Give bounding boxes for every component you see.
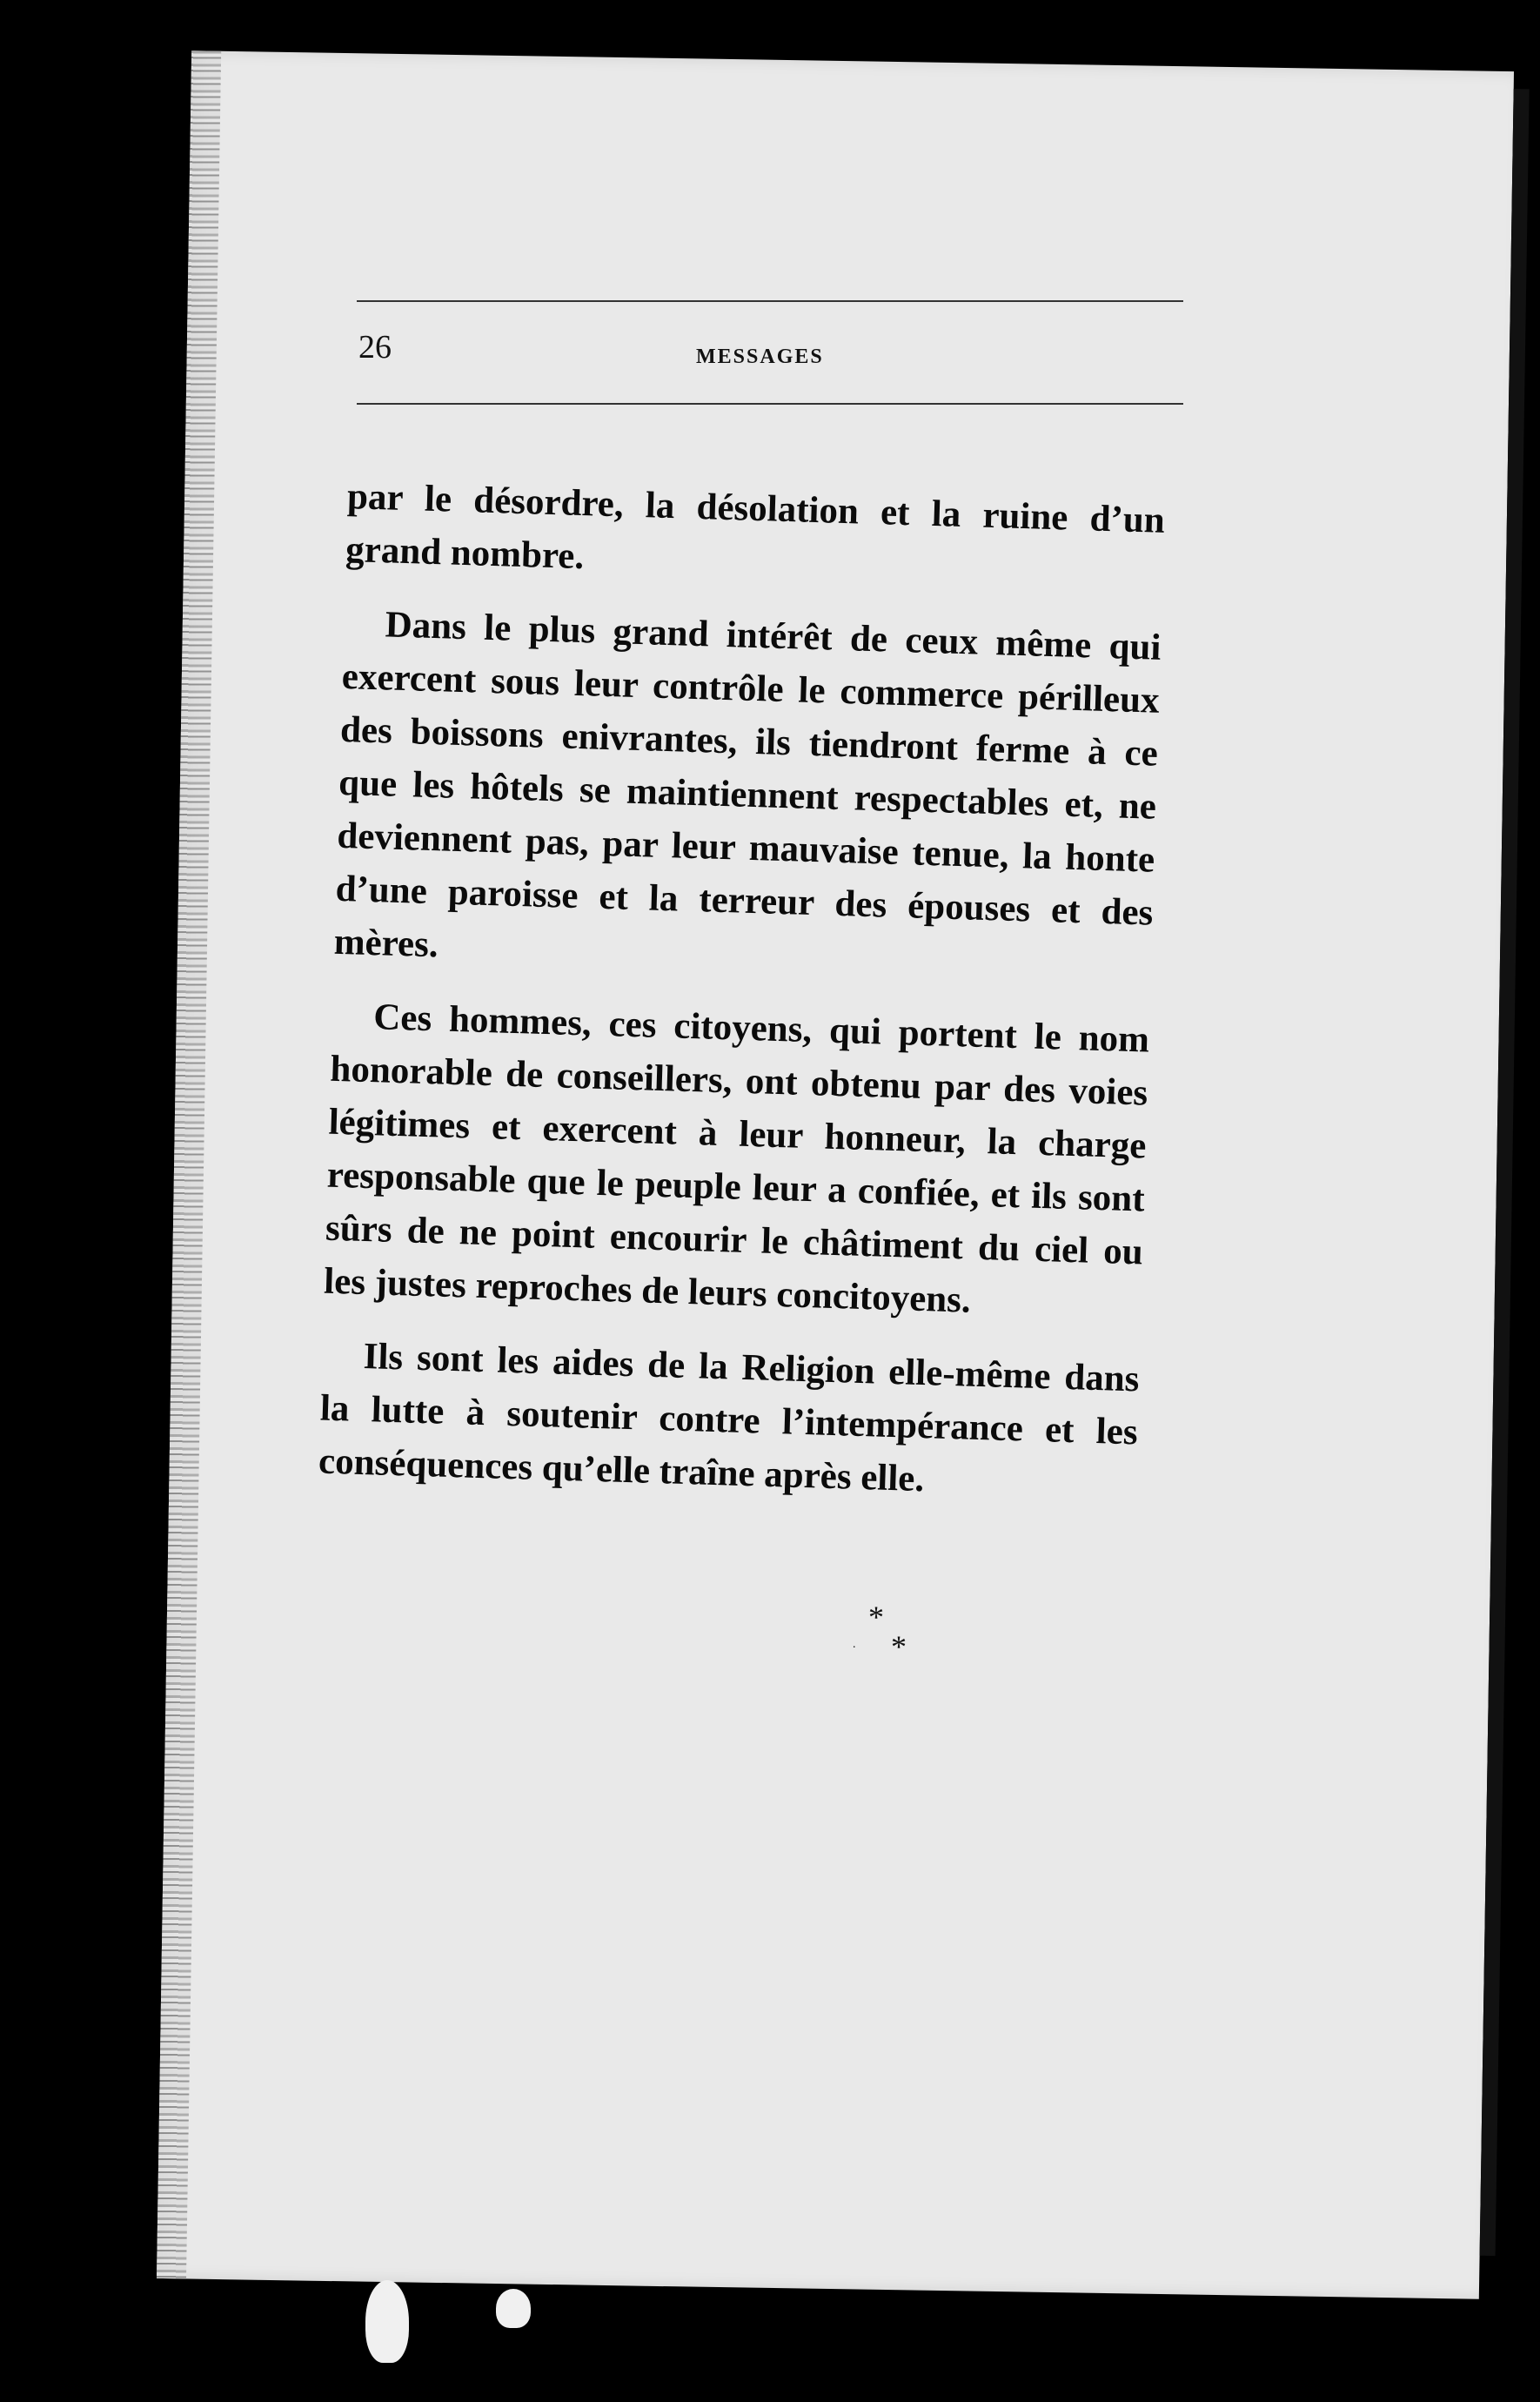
asterism-star-bottom: * <box>891 1629 907 1664</box>
scan-smudge-small <box>496 2289 531 2328</box>
scan-smudge <box>365 2280 409 2363</box>
header-rule-top <box>357 300 1183 302</box>
body-text <box>318 470 1166 1533</box>
asterism-ornament <box>853 1601 922 1680</box>
asterism-dot: . <box>853 1638 856 1651</box>
page-number: 26 <box>358 329 392 366</box>
paragraph-4: Ils sont les aides de la Religion elle-même dans la lutte à soutenir contre l’intempérance et les conséquences qu’elle traîne après elle. <box>318 1335 1141 1500</box>
paragraph-3: Ces hommes, ces citoyens, qui portent le nom honorable de conseillers, ont obtenu par des voies légitimes et exercent à leur honneur, la charge responsable que le peuple leur a confiée, et ils sont sûrs de ne point encourir le châtiment du ciel ou les justes reproches de leurs concitoyens. <box>323 996 1150 1321</box>
page-binding-edge <box>157 50 221 2278</box>
asterism-star-top: * <box>868 1600 884 1634</box>
running-header <box>357 300 1209 413</box>
paragraph-1: par le désordre, la désolation et la ruine d’un grand nombre. <box>345 475 1166 578</box>
page-right-edge <box>1480 89 1530 2256</box>
header-rule-bottom <box>357 403 1183 405</box>
paragraph-2: Dans le plus grand intérêt de ceux même qui exercent sous leur contrôle le commerce périlleux des boissons enivrantes, ils tiendront ferme à ce que les hôtels se maintiennent respectables et, ne deviennent pas, par leur mauvaise tenue, la honte d’une paroisse et la terreur des épouses et des mères. <box>333 604 1162 966</box>
running-title: MESSAGES <box>696 346 824 368</box>
